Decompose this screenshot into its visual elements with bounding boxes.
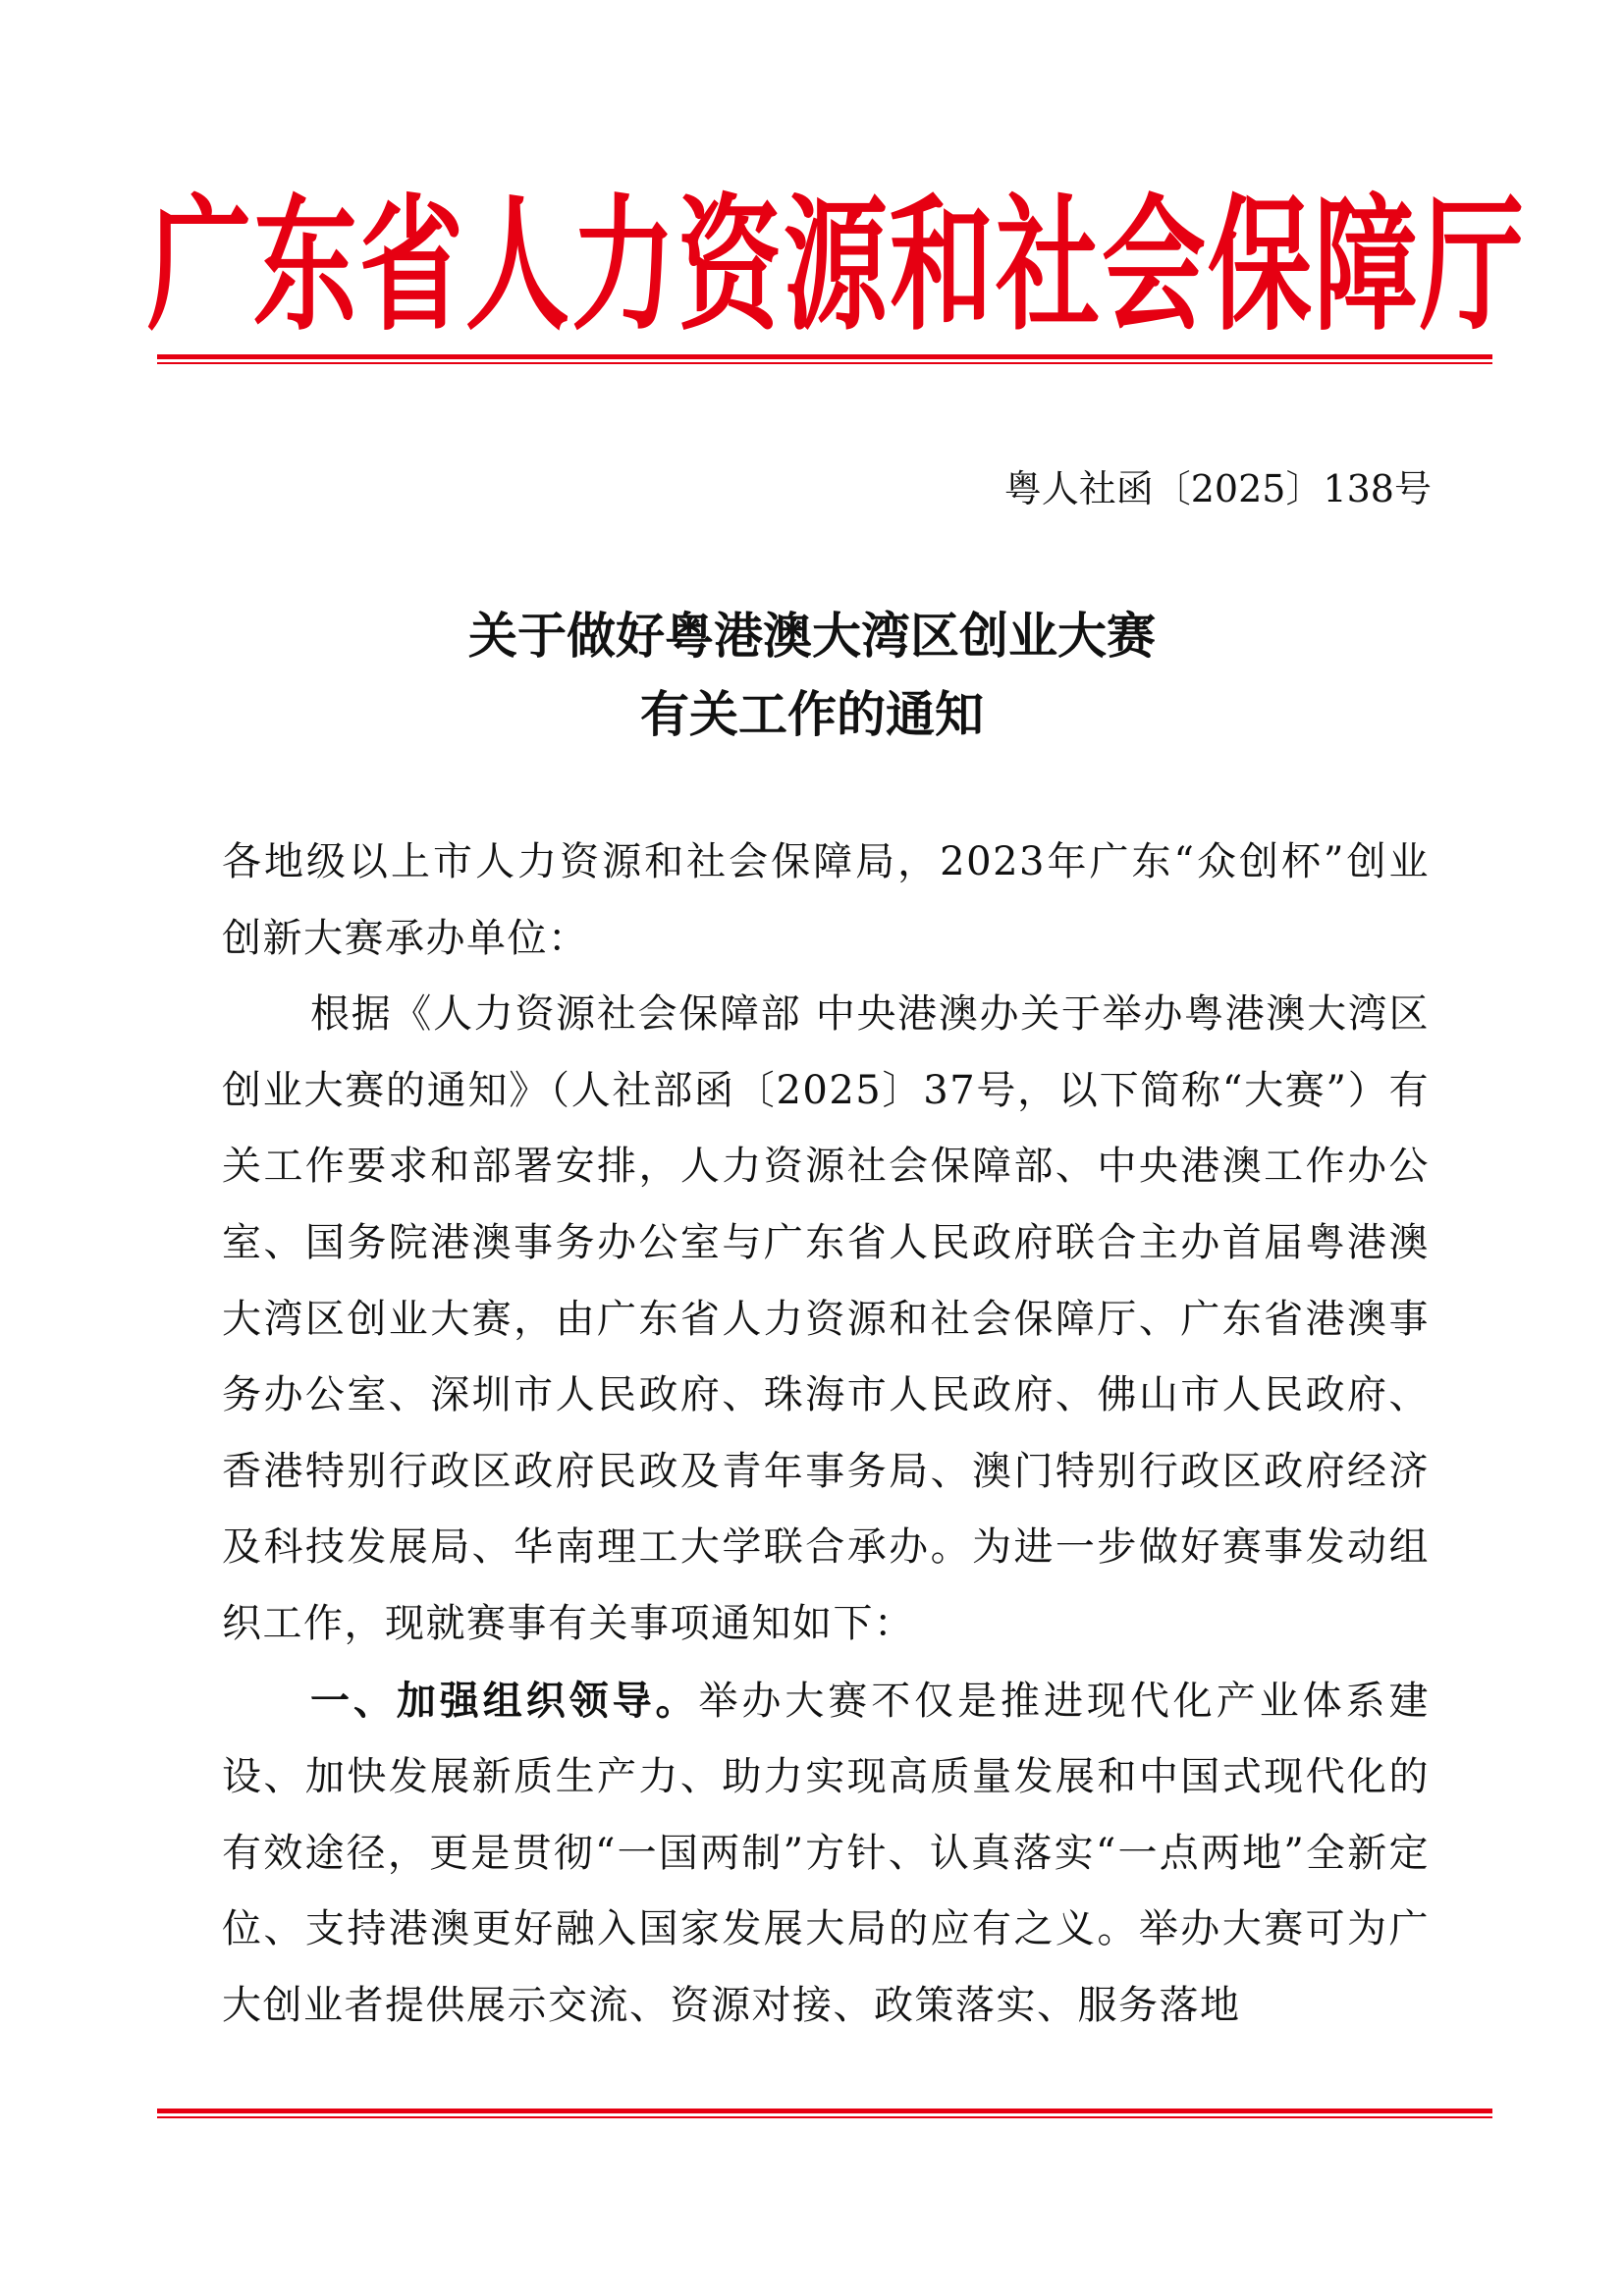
body-paragraph-2 <box>222 1663 1430 2045</box>
divider-thick-line <box>157 354 1492 359</box>
recipients-line: 各地级以上市人力资源和社会保障局，2023年广东“众创杯”创业创新大赛承办单位： <box>222 839 1430 961</box>
body-paragraph-1: 根据《人力资源社会保障部 中央港澳办关于举办粤港澳大湾区创业大赛的通知》（人社部函〔2025〕37号，以下简称“大赛”）有关工作要求和部署安排，人力资源社会保障部、中央港澳工作办公室、国务院港澳事务办公室与广东省人民政府联合主办首届粤港澳大湾区创业大赛，由广东省人力资源和社会保障厅、广东省港澳事务办公室、深圳市人民政府、珠海市人民政府、佛山市人民政府、香港特别行政区政府民政及青年事务局、澳门特别行政区政府经济及科技发展局、华南理工大学联合承办。为进一步做好赛事发动组织工作，现就赛事有关事项通知如下： <box>222 991 1430 1646</box>
document-title-line-2: 有关工作的通知 <box>640 685 984 743</box>
section-text-1: 举办大赛不仅是推进现代化产业体系建设、加快发展新质生产力、助力实现高质量发展和中国式现代化的有效途径，更是贯彻“一国两制”方针、认真落实“一点两地”全新定位、支持港澳更好融入国家发展大局的应有之义。举办大赛可为广大创业者提供展示交流、资源对接、政策落实、服务落地 <box>222 1678 1431 2028</box>
footer-thin-line <box>157 2116 1492 2118</box>
footer-divider <box>157 2109 1492 2118</box>
footer-thick-line <box>157 2109 1492 2113</box>
document-title-line-1: 关于做好粤港澳大湾区创业大赛 <box>468 607 1156 665</box>
document-number: 粤人社函〔2025〕138号 <box>1003 467 1432 510</box>
letterhead-divider <box>157 354 1492 364</box>
document-title <box>222 597 1402 754</box>
letterhead-org-name: 广东省人力资源和社会保障厅 <box>147 178 1526 350</box>
section-heading-1: 一、加强组织领导。 <box>310 1677 699 1724</box>
divider-thin-line <box>157 362 1492 364</box>
document-body <box>222 825 1430 2045</box>
